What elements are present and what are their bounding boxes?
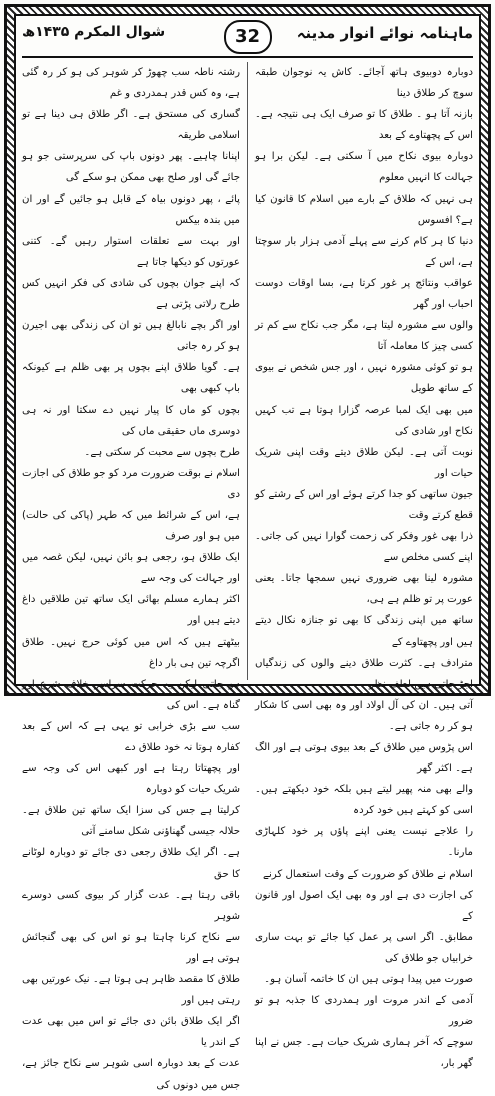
text-line: را علاجے نیست یعنی اپنے پاؤں پر خود کلہاڑی مارنا۔ (255, 826, 473, 859)
text-line: گساری کی مستحق ہے۔ اگر طلاق ہی دینا ہے تو اسلامی طریقہ (22, 109, 240, 142)
text-line: عواقب ونتائج پر غور کرتا ہے، بسا اوقات دوست احباب اور گھر (255, 277, 473, 311)
page-number: 32 (224, 20, 272, 54)
text-line: ہے۔ گویا طلاق اپنے بچوں پر بھی ظلم ہے کیونکہ باپ کبھی بھی (22, 362, 240, 395)
text-line: آدمی کے اندر مروت اور ہمدردی کا جذبہ ہو تو ضرور (255, 995, 473, 1028)
text-line: اسلام نے بوقت ضرورت مرد کو جو طلاق کی اجازت دی (22, 467, 240, 500)
text-line: کرلیتا ہے جس کی سزا ایک ساتھ تین طلاق ہے۔ حلالہ جیسی گھناؤنی شکل سامنے آتی (22, 805, 240, 838)
text-line: ہے۔ اگر ایک طلاق رجعی دی جائے تو دوبارہ لوٹانے کا حق (22, 847, 240, 880)
text-line: مطابق۔ اگر اسی پر عمل کیا جائے تو بہت ساری خرابیاں جو طلاق کی (255, 931, 473, 964)
journal-title: ماہنامہ نوائے انوار مدینہ (296, 24, 473, 42)
text-line: اور پچھتاتا رہتا ہے اور کبھی اس کی وجہ سے شریک حیات کو دوبارہ (22, 763, 240, 796)
issue-date: شوال المکرم ۱۴۳۵ھ (22, 24, 166, 40)
text-line: بیٹھتے ہیں کہ اس میں کوئی حرج نہیں۔ طلاق اگرچہ تین ہی بار داغ (22, 636, 240, 669)
text-line: اور اگر بچے نابالغ ہیں تو ان کی زندگی بھی اجیرن ہو کر رہ جاتی (22, 320, 240, 353)
text-line: ہی نہیں کہ طلاق کے بارے میں اسلام کا قانون کیا ہے؟ افسوس (255, 193, 473, 226)
text-line: نوبت آتی ہے۔ لیکن طلاق دیتے وقت اپنی شریک حیات اور (255, 446, 473, 479)
page-header (22, 20, 473, 58)
text-line: کہ اپنے جوان بچوں کی شادی کی فکر انہیں کس طرح رلاتی پڑتی ہے (22, 277, 240, 311)
text-line: والوں سے مشورہ لیتا ہے، مگر جب نکاح سے کم تر کسی چیز کا معاملہ آتا (255, 320, 473, 353)
text-line: سے نکاح کرنا چاہتا ہو تو اس کی بھی گنجائش ہوتی ہے اور (22, 931, 240, 964)
text-line: پائے ، پھر دونوں بیاہ کے قابل ہو جائیں گے اور ان میں بندہ بیکس (22, 193, 240, 226)
text-line: دنیا کا ہر کام کرنے سے پہلے آدمی ہزار بار سوچتا ہے، اس کے (255, 235, 473, 268)
text-line: اسلام نے طلاق کو ضرورت کے وقت استعمال کرنے (262, 868, 473, 880)
text-line: اپنانا چاہیے۔ پھر دونوں باپ کی سرپرستی جو ہو جائے گی اور صلح بھی ممکن ہو سکے گی (22, 151, 240, 184)
left-column (22, 62, 240, 1091)
text-line: دوبارہ بیوی نکاح میں آ سکتی ہے۔ لیکن برا ہو جہالت کا انہیں معلوم (255, 151, 473, 184)
text-line: اگر ایک طلاق بائن دی جائے تو اس میں بھی عدت کے اندر یا (22, 1016, 240, 1049)
text-columns (22, 62, 473, 1091)
text-line: سب سے بڑی خرابی تو یہی ہے کہ اس کے بعد کفارہ ہوتا نہ خود طلاق دے (22, 720, 240, 753)
text-line: دوبارہ دوبیوی ہاتھ آجائے۔ کاش یہ نوجوان طبقہ سوچ کر طلاق دینا (255, 67, 473, 100)
text-line: کی اجازت دی ہے اور وہ بھی ایک اصول اور قانون کے (255, 889, 473, 922)
text-line: سوچے کہ آخر ہماری شریک حیات ہے۔ جس نے اپنا گھر بار، (255, 1037, 473, 1070)
text-line: رشتہ ناطہ سب چھوڑ کر شوہر کی ہو کر رہ گئی ہے، وہ کس قدر ہمدردی و غم (22, 67, 240, 100)
text-line: بازنہ آتا ہو ۔ طلاق کا تو صرف ایک ہی نتیجہ ہے۔ اس کے پچھتاوے کے بعد (255, 109, 473, 142)
text-line: میں بھی ایک لمبا عرصہ گزارا ہوتا ہے تب کہیں نکاح اور شادی کی (255, 404, 473, 437)
text-line: اس پڑوس میں طلاق کے بعد بیوی ہوتی ہے اور الگ ہے۔ اکثر گھر (255, 742, 473, 775)
text-line: باقی رہتا ہے۔ عدت گزار کر بیوی کسی دوسرے شوہر (22, 889, 240, 922)
text-line: ہو جاتی لیکن یہ حرکت سراسر خلاف شرع اور گناہ ہے۔ اس کی (22, 678, 240, 711)
text-line: اور بہت سے تعلقات استوار رہیں گے۔ کتنی عورتوں کو دیکھا جاتا ہے (22, 235, 240, 268)
column-divider (247, 62, 248, 680)
text-line: عدت کے بعد دوبارہ اسی شوہر سے نکاح جائز ہے، جس میں دونوں کی (22, 1058, 240, 1091)
text-line: والے بھی منہ پھیر لیتے ہیں بلکہ خود دیکھتے ہیں۔ اسی کو کہتے ہیں خود کردہ (255, 784, 473, 817)
text-line: طرح بچوں سے محبت کر سکتی ہے۔ (84, 446, 240, 458)
text-line: جیون ساتھی کو جدا کرتے ہوئے اور اس کے رشتے کو قطع کرتے وقت (255, 488, 473, 521)
text-line: بچوں کو ماں کا پیار نہیں دے سکتا اور نہ ہی دوسری ماں حقیقی ماں کی (22, 404, 240, 437)
text-line: ذرا بھی غور وفکر کی زحمت گوارا نہیں کی جاتی۔ اپنے کسی مخلص سے (255, 531, 473, 564)
text-line: ایک طلاق ہو، رجعی ہو بائن نہیں، لیکن غصہ میں اور جہالت کی وجہ سے (22, 552, 240, 585)
text-line: ساتھ میں اپنی زندگی کا بھی تو جنازہ نکال دیتے ہیں اور پچھتاوے کے (255, 615, 473, 648)
text-line: ہے، اس کے شرائط میں کہ طہر (پاکی کی حالت) میں ہو اور صرف (22, 509, 240, 543)
text-line: ہو تو کوئی مشورہ نہیں ، اور جس شخص نے بیوی کے ساتھ طویل (255, 362, 473, 395)
text-line: مترادف ہے۔ کثرت طلاق دینے والوں کی زندگیاں اجڑ جاتی ہیں لطف نظر (255, 657, 473, 690)
right-column (255, 62, 473, 1070)
text-line: آتی ہیں۔ ان کی آل اولاد اور وہ بھی اسی کا شکار ہو کر رہ جاتی ہے۔ (255, 699, 473, 732)
text-line: اکثر ہمارے مسلم بھائی ایک ساتھ تین طلاقیں داغ دیتے ہیں اور (22, 594, 240, 627)
text-line: طلاق کا مقصد ظاہر ہی ہوتا ہے۔ نیک عورتیں بھی رہتی ہیں اور (22, 974, 240, 1007)
text-line: مشورہ لینا بھی ضروری نہیں سمجھا جاتا۔ یعنی عورت پر تو ظلم ہے ہی، (255, 573, 473, 606)
text-line: صورت میں پیدا ہوتی ہیں ان کا خاتمہ آسان ہو۔ (264, 974, 473, 986)
